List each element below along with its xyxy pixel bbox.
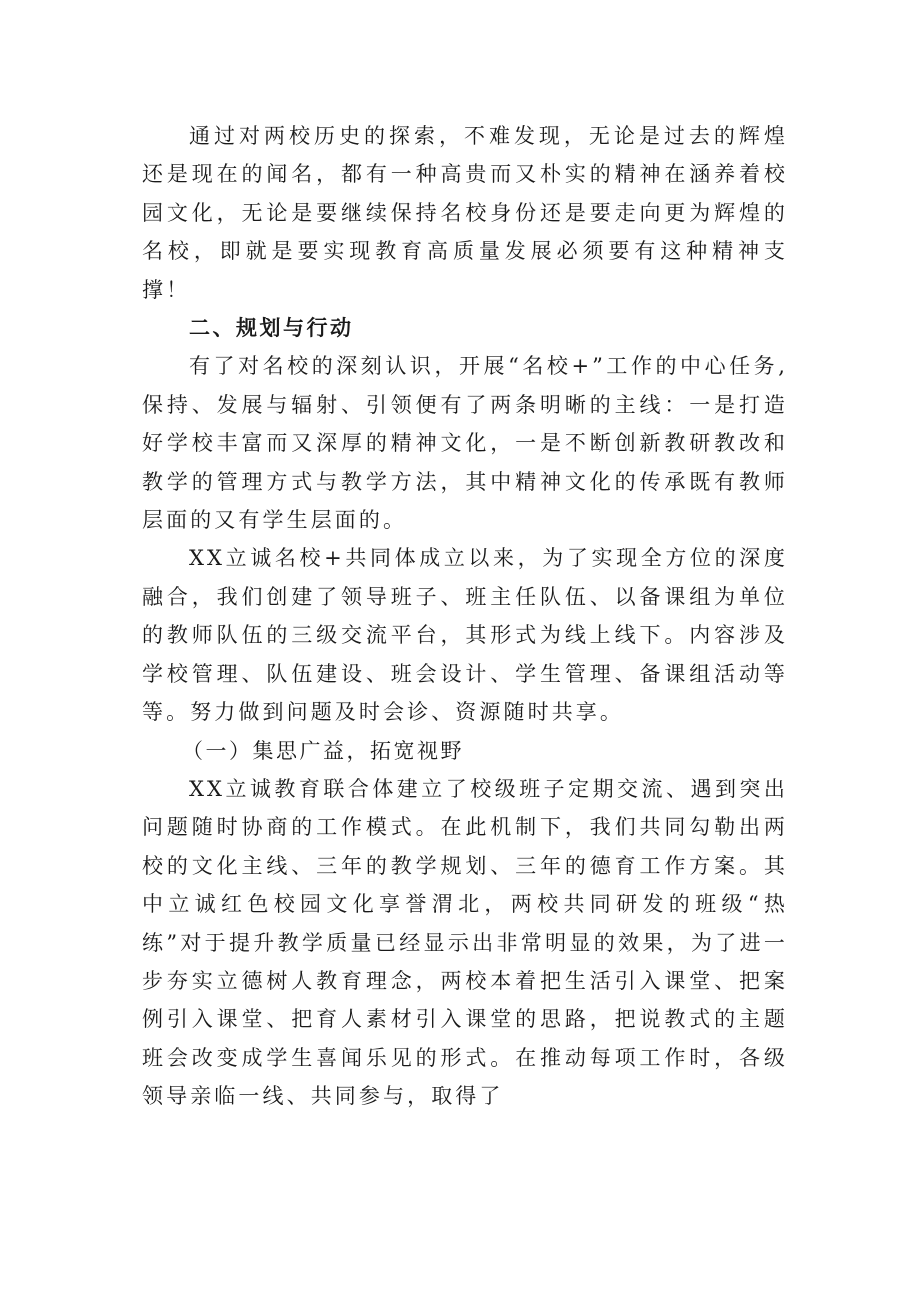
subsection-heading-brainstorm: （一）集思广益，拓宽视野 — [182, 738, 464, 763]
paragraph-main-lines: 有了对名校的深刻认识，开展“名校+”工作的中心任务,保持、发展与辐射、引领便有了两条明晰的主线：一是打造好学校丰富而又深厚的精神文化，一是不断创新教研教改和教学的管理方式与教学方法，其中精神文化的传承既有教师层面的又有学生层面的。 — [142, 354, 788, 533]
paragraph-community-platform: XX立诚名校+共同体成立以来，为了实现全方位的深度融合，我们创建了领导班子、班主任队伍、以备课组为单位的教师队伍的三级交流平台，其形式为线上线下。内容涉及学校管理、队伍建设、班会设计、学生管理、备课组活动等等。努力做到问题及时会诊、资源随时共享。 — [142, 546, 788, 725]
document-body — [142, 117, 788, 1116]
paragraph-work-model: XX立诚教育联合体建立了校级班子定期交流、遇到突出问题随时协商的工作模式。在此机制下，我们共同勾勒出两校的文化主线、三年的教学规划、三年的德育工作方案。其中立诚红色校园文化享誉渭北，两校共同研发的班级“热练”对于提升教学质量已经显示出非常明显的效果，为了进一步夯实立德树人教育理念，两校本着把生活引入课堂、把案例引入课堂、把育人素材引入课堂的思路，把说教式的主题班会改变成学生喜闻乐见的形式。在推动每项工作时，各级领导亲临一线、共同参与，取得了 — [142, 776, 788, 1109]
section-heading-planning: 二、规划与行动 — [189, 316, 354, 341]
paragraph-school-spirit: 通过对两校历史的探索，不难发现，无论是过去的辉煌还是现在的闻名，都有一种高贵而又朴实的精神在涵养着校园文化，无论是要继续保持名校身份还是要走向更为辉煌的名校，即就是要实现教育高质量发展必须要有这种精神支撑！ — [142, 124, 788, 302]
